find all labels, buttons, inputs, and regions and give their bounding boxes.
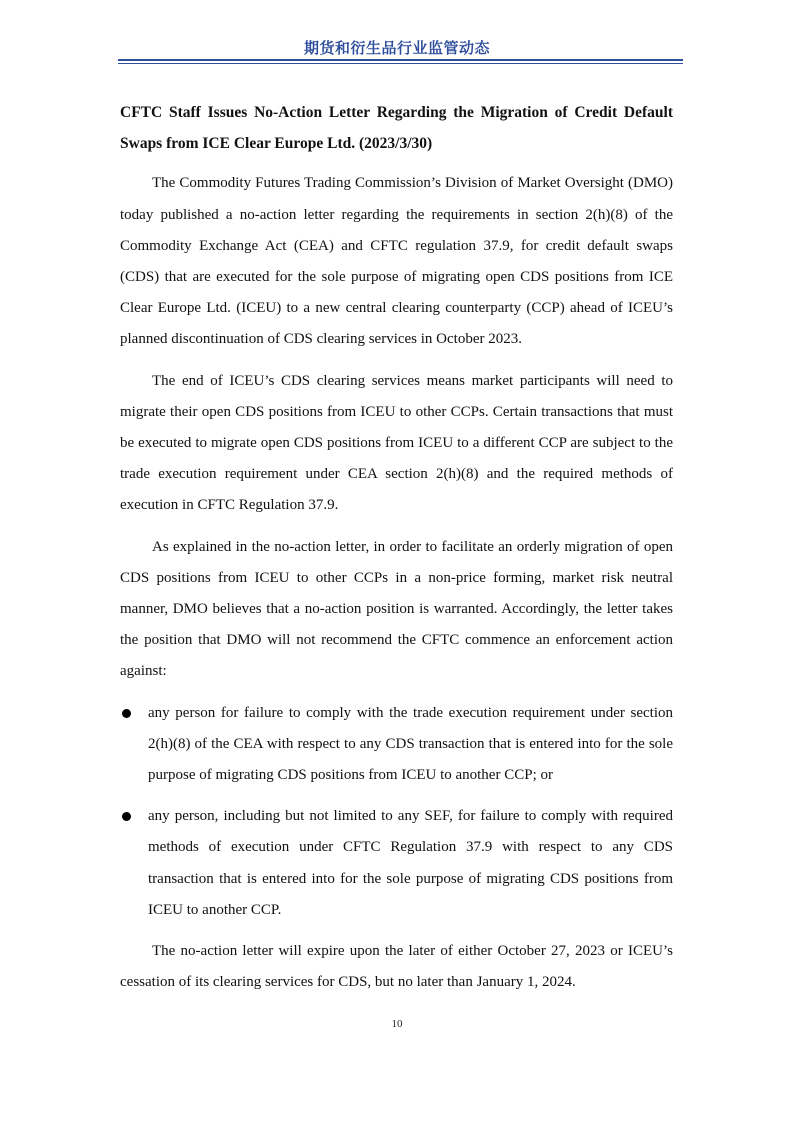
header-rule-thick	[118, 59, 683, 61]
article-paragraph: The Commodity Futures Trading Commission’s Division of Market Oversight (DMO) today published a no-action letter regarding the requirements in section 2(h)(8) of the Commodity Exchange Act (CEA) and CFTC regulation 37.9, for credit default swaps (CDS) that are executed for the sole purpose of migrating open CDS positions from ICE Clear Europe Ltd. (ICEU) to a new central clearing counterparty (CCP) ahead of ICEU’s planned discontinuation of CDS clearing services in October 2023.	[120, 175, 673, 348]
enforcement-bullet-list	[120, 698, 673, 926]
page-number: 10	[391, 1018, 403, 1030]
article-paragraph: As explained in the no-action letter, in order to facilitate an orderly migration of open CDS positions from ICEU to other CCPs in a non-price forming, market risk neutral manner, DMO believes that a no-action position is warranted. Accordingly, the letter takes the position that DMO will not recommend the CFTC commence an enforcement action against:	[120, 538, 673, 680]
bullet-dot-icon	[122, 812, 131, 821]
bullet-text: any person for failure to comply with the trade execution requirement under section 2(h)(8) of the CEA with respect to any CDS transaction that is entered into for the sole purpose of migrating CDS positions from ICEU to another CCP; or	[148, 704, 673, 784]
bullet-dot-icon	[122, 709, 131, 718]
bullet-text: any person, including but not limited to any SEF, for failure to comply with required methods of execution under CFTC Regulation 37.9 with respect to any CDS transaction that is entered into for the sole purpose of migrating CDS positions from ICEU to another CCP.	[148, 808, 673, 918]
bullet-item	[120, 801, 673, 926]
closing-paragraph: The no-action letter will expire upon the later of either October 27, 2023 or ICEU’s cessation of its clearing services for CDS, but no later than January 1, 2024.	[120, 943, 673, 991]
article-paragraph: The end of ICEU’s CDS clearing services means market participants will need to migrate their open CDS positions from ICEU to other CCPs. Certain transactions that must be executed to migrate open CDS positions from ICEU to a different CCP are subject to the trade execution requirement under CEA section 2(h)(8) and the required methods of execution in CFTC Regulation 37.9.	[120, 372, 673, 514]
bullet-item	[120, 698, 673, 792]
article-body	[120, 97, 673, 1008]
article-headline: CFTC Staff Issues No-Action Letter Regarding the Migration of Credit Default Swaps from ICE Clear Europe Ltd. (2023/3/30)	[120, 104, 673, 153]
running-header-title: 期货和衍生品行业监管动态	[303, 39, 490, 57]
header-rule-thin	[118, 63, 683, 64]
